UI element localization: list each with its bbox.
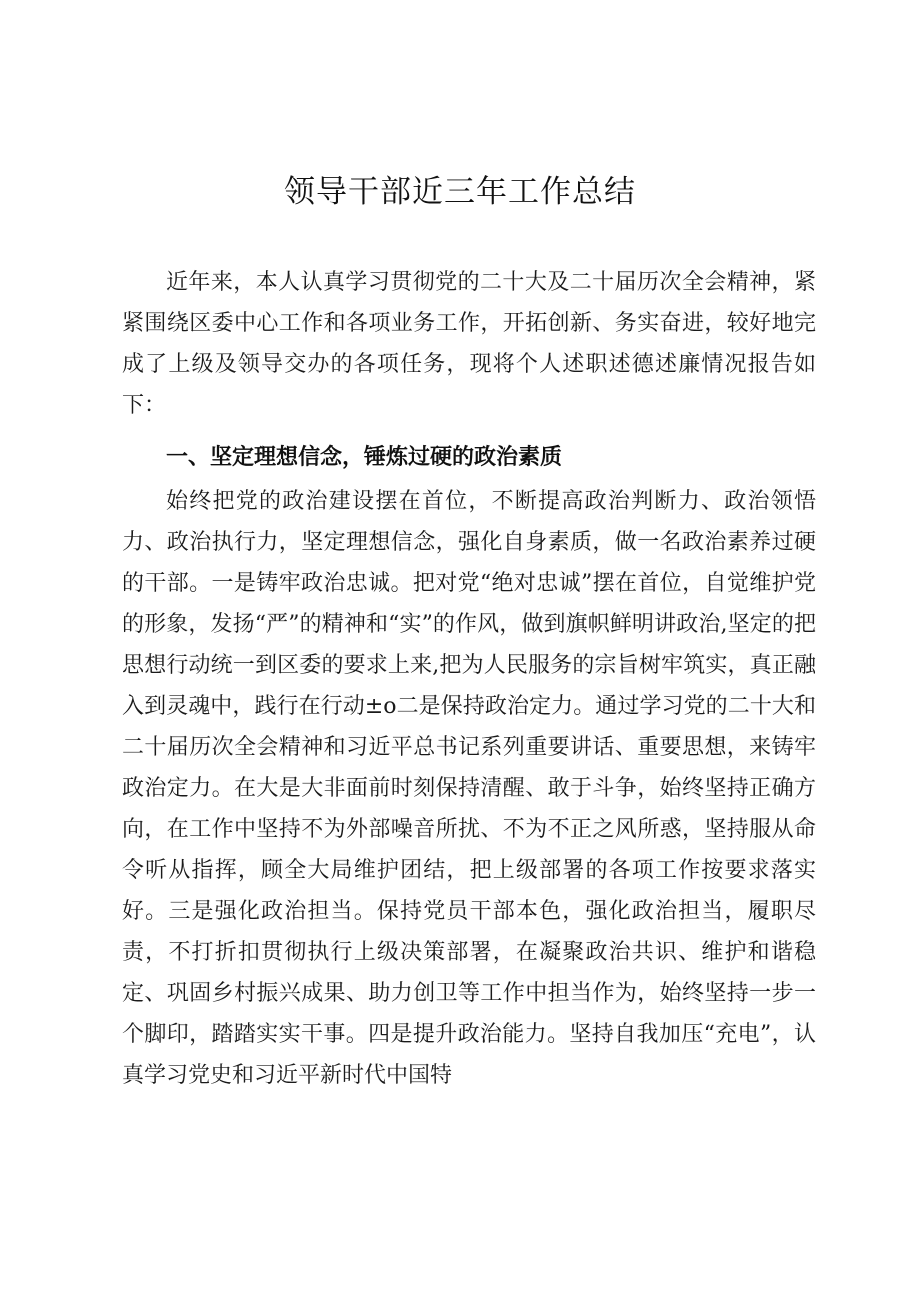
intro-paragraph: 近年来，本人认真学习贯彻党的二十大及二十届历次全会精神，紧紧围绕区委中心工作和各项业务工作，开拓创新、务实奋进，较好地完成了上级及领导交办的各项任务，现将个人述职述德述廉情况报告如下：: [122, 270, 816, 418]
section-heading-1: 一、坚定理想信念，锤炼过硬的政治素质: [166, 445, 563, 470]
section-1-paragraph: 始终把党的政治建设摆在首位，不断提高政治判断力、政治领悟力、政治执行力，坚定理想信念，强化自身素质，做一名政治素养过硬的干部。一是铸牢政治忠诚。把对党“绝对忠诚”摆在首位，自觉维护党的形象，发扬“严”的精神和“实”的作风，做到旗帜鲜明讲政治,坚定的把思想行动统一到区委的要求上来,把为人民服务的宗旨树牢筑实，真正融入到灵魂中，践行在行动±o二是保持政治定力。通过学习党的二十大和二十届历次全会精神和习近平总书记系列重要讲话、重要思想，来铸牢政治定力。在大是大非面前时刻保持清醒、敢于斗争，始终坚持正确方向，在工作中坚持不为外部噪音所扰、不为不正之风所惑，坚持服从命令听从指挥，顾全大局维护团结，把上级部署的各项工作按要求落实好。三是强化政治担当。保持党员干部本色，强化政治担当，履职尽责，不打折扣贯彻执行上级决策部署，在凝聚政治共识、维护和谐稳定、巩固乡村振兴成果、助力创卫等工作中担当作为，始终坚持一步一个脚印，踏踏实实干事。四是提升政治能力。坚持自我加压“充电”，认真学习党史和习近平新时代中国特: [122, 489, 816, 1088]
document-title: 领导干部近三年工作总结: [284, 174, 636, 210]
